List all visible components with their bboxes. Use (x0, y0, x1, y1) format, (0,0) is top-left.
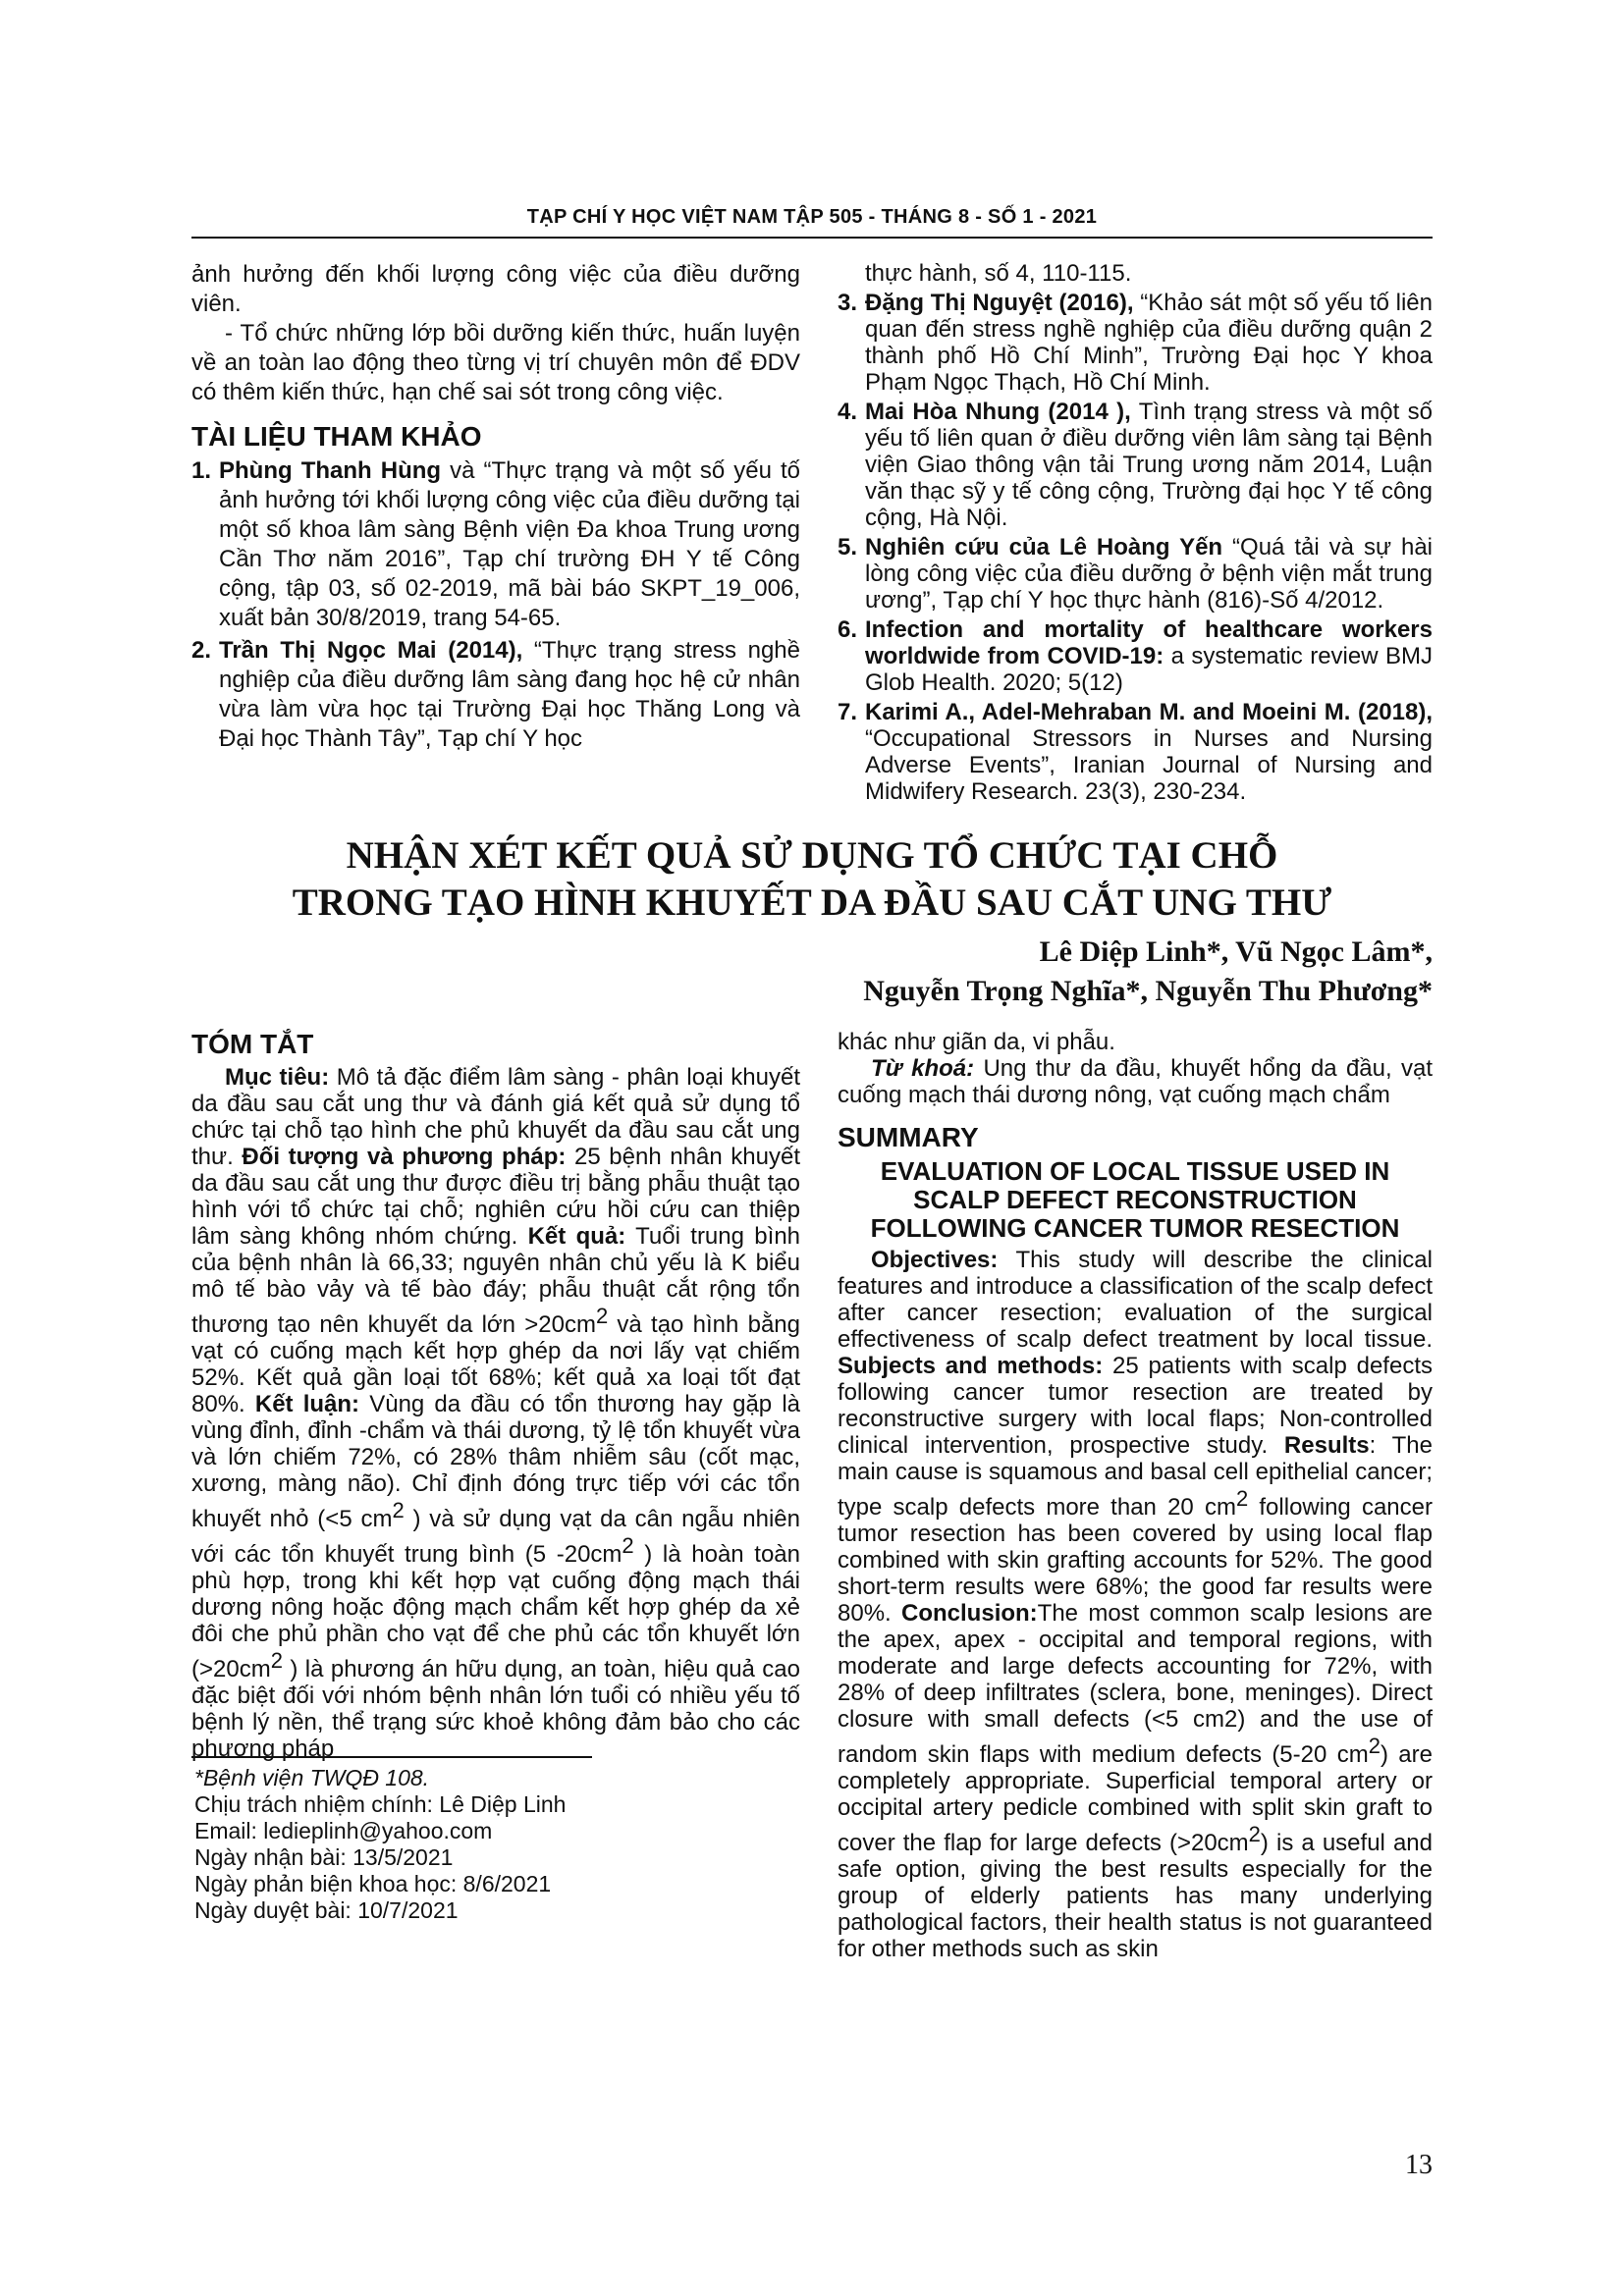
abstract-body: Mục tiêu: Mô tả đặc điểm lâm sàng - phân loại khuyết da đầu sau cắt ung thư và đánh giá kết quả sử dụng tổ chức tại chỗ tạo hình che phủ khuyết da đầu sau cắt ung thư. Đối tượng và phương pháp: 25 bệnh nhân khuyết da đầu sau cắt ung thư được điều trị bằng phẫu thuật tạo hình với tổ chức tại chỗ; nghiên cứu hồi cứu can thiệp lâm sàng không nhóm chứng. Kết quả: Tuổi trung bình của bệnh nhân là 66,33; nguyên nhân chủ yếu là K biểu mô tế bào vảy và tế bào đáy; phẫu thuật cắt rộng tổn thương tạo nên khuyết da lớn $>20cm^2$ và tạo hình bằng vạt có cuống mạch kết hợp ghép da nơi lấy vạt chiếm 52%. Kết quả gần loại tốt 68%; kết quả xa loại tốt đạt 80%. Kết luận: Vùng da đầu có tổn thương hay gặp là vùng đỉnh, đỉnh -chẩm và thái dương, tỷ lệ tổn khuyết vừa và lớn chiếm 72%, có 28% thâm nhiễm sâu (cốt mạc, xương, màng não). Chỉ định đóng trực tiếp với các tổn khuyết nhỏ (<5 $cm^2$ ) và sử dụng vạt da cân ngẫu nhiên với các tổn khuyết trung bình (5 $-20cm^2$ ) là hoàn toàn phù hợp, trong khi kết hợp vạt cuống động mạch thái dương nông hoặc động mạch chẩm kết hợp ghép da xẻ đôi che phủ phần cho vạt để che phủ các tổn khuyết lớn ($>20cm^2$ ) là phương án hữu dụng, an toàn, hiệu quả cao đặc biệt đối với nhóm bệnh nhân lớn tuổi có nhiều yếu tố bệnh lý nền, thể trạng sức khoẻ không đảm bảo cho các phương pháp (191, 1064, 801, 1762)
reference-author: Phùng Thanh Hùng (219, 457, 442, 484)
reference-author: Trần Thị Ngọc Mai (2014), (219, 637, 523, 664)
label-objectives: Objectives: (871, 1247, 999, 1273)
reference-text: “Occupational Stressors in Nurses and Nursing Adverse Events”, Iranian Journal of Nursing and Midwifery Research. 23(3), 230-234. (865, 725, 1433, 805)
summary-body: Objectives: This study will describe the clinical features and introduce a classification of the scalp defect after cancer resection; evaluation of the surgical effectiveness of scalp defect treatment by local tissue. Subjects and methods: 25 patients with scalp defects following cancer tumor resection are treated by reconstructive surgery with local flaps; Non-controlled clinical intervention, prospective study. Results: The main cause is squamous and basal cell epithelial cancer; type scalp defects more than 20 $cm^2$ following cancer tumor resection has been covered by using local flap combined with skin grafting accounts for 52%. The good short-term results were 68%; the good far results were 80%. Conclusion:The most common scalp lesions are the apex, apex - occipital and temporal regions, with moderate and large defects accounting for 72%, with 28% of deep infiltrates (sclera, bone, meninges). Direct closure with small defects (<5 cm2) and the use of random skin flaps with medium defects (5-20 $cm^2$) are completely appropriate. Superficial temporal artery or occipital artery pedicle combined with split skin graft to cover the flap for large defects $(>20cm^2)$ is a useful and safe option, giving the best results especially for the group of elderly patients has many underlying pathological factors, their health status is not guaranteed for other methods such as skin (838, 1247, 1434, 1962)
reference-item (191, 456, 800, 633)
article-title-line-1: NHẬN XÉT KẾT QUẢ SỬ DỤNG TỔ CHỨC TẠI CHỖ (346, 834, 1278, 877)
footnotes (194, 1765, 566, 1924)
reference-author: Infection and mortality of healthcare workers worldwide from COVID-19: (865, 616, 1433, 669)
left-column-top (191, 260, 800, 757)
label-objective: Mục tiêu: (225, 1064, 330, 1091)
right-column-bottom (838, 1029, 1433, 1962)
footnote-accepted: Ngày duyệt bài: 10/7/2021 (194, 1897, 459, 1923)
label-results: Kết quả: (527, 1223, 626, 1250)
footnote-responsible: Chịu trách nhiệm chính: Lê Diệp Linh (194, 1791, 567, 1817)
reference-number: 4. (838, 399, 858, 425)
reference-text: a systematic review BMJ Glob Health. 2020; 5(12) (865, 643, 1433, 696)
label-subjects: Đối tượng và phương pháp: (242, 1144, 567, 1170)
footnote-affiliation: *Bệnh viện TWQĐ 108. (194, 1765, 430, 1790)
reference-item (838, 290, 1433, 396)
label-conclusion-en: Conclusion: (901, 1600, 1038, 1627)
abstract-heading: TÓM TẮT (191, 1029, 314, 1059)
reference-number: 5. (838, 534, 858, 561)
header-rule (191, 237, 1433, 239)
reference-continuation (838, 260, 1433, 287)
summary-heading: SUMMARY (838, 1122, 979, 1152)
article-authors (863, 933, 1433, 1011)
reference-number: 3. (838, 290, 858, 316)
footnote-reviewed: Ngày phản biện khoa học: 8/6/2021 (194, 1871, 552, 1896)
authors-line-1: Lê Diệp Linh*, Vũ Ngọc Lâm*, (1039, 935, 1433, 968)
reference-item (838, 616, 1433, 696)
reference-text: Tình trạng stress và một số yếu tố liên quan ở điều dưỡng viên lâm sàng tại Bệnh viện Giao thông vận tải Trung ương năm 2014, Luận văn thạc sỹ y tế công cộng, Trường đại học Y tế công cộng, Hà Nội. (865, 399, 1433, 531)
footnote-received: Ngày nhận bài: 13/5/2021 (194, 1844, 454, 1870)
abstract-continuation: khác như giãn da, vi phẫu. (838, 1029, 1115, 1055)
footnote-rule (191, 1756, 592, 1758)
authors-line-2: Nguyễn Trọng Nghĩa*, Nguyễn Thu Phương* (863, 975, 1433, 1007)
reference-text: “Khảo sát một số yếu tố liên quan đến stress nghề nghiệp của điều dưỡng quận 2 thành phố Hồ Chí Minh”, Trường Đại học Y khoa Phạm Ngọc Thạch, Hồ Chí Minh. (865, 290, 1433, 396)
reference-author: Karimi A., Adel-Mehraban M. and Moeini M. (2018), (865, 699, 1433, 725)
abstract-vietnamese (191, 1029, 800, 1762)
summary-title: EVALUATION OF LOCAL TISSUE USED IN SCALP DEFECT RECONSTRUCTION FOLLOWING CANCER TUMOR RESECTION (870, 1156, 1400, 1243)
footnote-email: Email: ledieplinh@yahoo.com (194, 1818, 493, 1843)
label-results-en: Results (1283, 1432, 1370, 1459)
reference-number: 6. (838, 616, 858, 643)
label-conclusion: Kết luận: (254, 1391, 360, 1417)
reference-item (838, 399, 1433, 531)
reference-text: “Thực trạng stress nghề nghiệp của điều dưỡng lâm sàng đang học hệ cử nhân vừa làm vừa học tại Trường Đại học Thăng Long và Đại học Thành Tây”, Tạp chí Y học (219, 637, 800, 752)
journal-header: TẠP CHÍ Y HỌC VIỆT NAM TẬP 505 - THÁNG 8 - SỐ 1 - 2021 (526, 206, 1098, 228)
reference-number: 7. (838, 699, 858, 725)
keywords-label: Từ khoá: (871, 1055, 975, 1082)
reference-author: Nghiên cứu của Lê Hoàng Yến (865, 534, 1223, 561)
reference-text: “Quá tải và sự hài lòng công việc của điều dưỡng ở bệnh viện mắt trung ương”, Tạp chí Y học thực hành (816)-Số 4/2012. (865, 534, 1434, 614)
article-title (191, 832, 1433, 927)
reference-author: Mai Hòa Nhung (2014 ), (865, 399, 1131, 425)
reference-number: 1. (191, 457, 212, 484)
reference-item (838, 699, 1433, 805)
reference-item (838, 534, 1433, 614)
keywords: Từ khoá: Ung thư da đầu, khuyết hổng da đầu, vạt cuống mạch thái dương nông, vạt cuống mạch chẩm (838, 1055, 1433, 1108)
reference-text: thực hành, số 4, 110-115. (865, 260, 1132, 287)
conclusion-paragraph-2: - Tổ chức những lớp bồi dưỡng kiến thức, huấn luyện về an toàn lao động theo từng vị trí chuyên môn để ĐDV có thêm kiến thức, hạn chế sai sót trong công việc. (191, 320, 800, 405)
page-number: 13 (1405, 2150, 1433, 2180)
reference-author: Đặng Thị Nguyệt (2016), (865, 290, 1134, 316)
reference-number: 2. (191, 637, 212, 664)
reference-text: và “Thực trạng và một số yếu tố ảnh hưởng tới khối lượng công việc của điều dưỡng tại một số khoa lâm sàng Bệnh viện Đa khoa Trung ương Cần Thơ năm 2016”, Tạp chí trường ĐH Y tế Công cộng, tập 03, số 02-2019, mã bài báo SKPT_19_006, xuất bản 30/8/2019, trang 54-65. (219, 457, 800, 631)
reference-item (191, 636, 800, 754)
conclusion-paragraph-1: ảnh hưởng đến khối lượng công việc của điều dưỡng viên. (191, 261, 800, 317)
label-subjects-methods: Subjects and methods: (838, 1353, 1104, 1379)
right-column-top (838, 260, 1433, 808)
article-title-line-2: TRONG TẠO HÌNH KHUYẾT DA ĐẦU SAU CẮT UNG THƯ (292, 881, 1332, 924)
references-heading: TÀI LIỆU THAM KHẢO (191, 421, 482, 452)
